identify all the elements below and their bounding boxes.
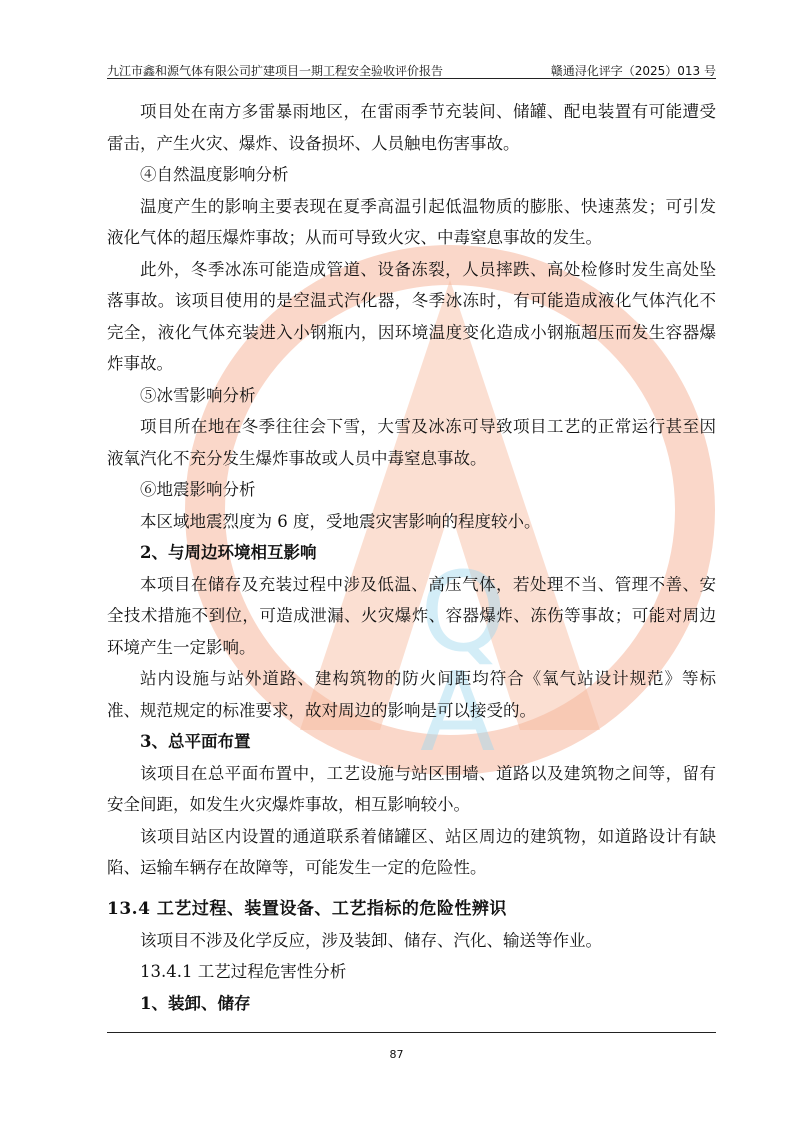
- page-number: 87: [389, 1048, 404, 1061]
- header-report-title: 九江市鑫和源气体有限公司扩建项目一期工程安全验收评价报告: [107, 64, 444, 78]
- page-header: [107, 62, 716, 79]
- paragraph: 该项目站区内设置的通道联系着储罐区、站区周边的建筑物，如道路设计有缺陷、运输车辆存在故障等，可能发生一定的危险性。: [107, 826, 716, 877]
- svg-text:A: A: [420, 648, 496, 776]
- paragraph: 13.4.1 工艺过程危害性分析: [140, 962, 347, 981]
- paragraph: ⑥地震影响分析: [140, 480, 256, 499]
- subsection-heading: 2、与周边环境相互影响: [140, 543, 317, 562]
- paragraph: 本区域地震烈度为 6 度，受地震灾害影响的程度较小。: [140, 511, 541, 531]
- svg-text:Q: Q: [420, 548, 507, 676]
- paragraph: 本项目在储存及充装过程中涉及低温、高压气体，若处理不当、管理不善、安全技术措施不到位，可造成泄漏、火灾爆炸、容器爆炸、冻伤等事故；可能对周边环境产生一定影响。: [107, 574, 716, 657]
- footer-divider: [107, 1032, 716, 1033]
- paragraph: 站内设施与站外道路、建构筑物的防火间距均符合《氧气站设计规范》等标准、规范规定的标准要求，故对周边的影响是可以接受的。: [107, 669, 716, 720]
- header-document-number: 赣通浔化评字（2025）013 号: [550, 64, 716, 78]
- subsection-heading: 1、装卸、储存: [140, 993, 251, 1013]
- subsection-heading: 3、总平面布置: [140, 732, 251, 751]
- paragraph: ⑤冰雪影响分析: [140, 385, 256, 405]
- document-body: [107, 96, 716, 1019]
- paragraph: 温度产生的影响主要表现在夏季高温引起低温物质的膨胀、快速蒸发；可引发液化气体的超压爆炸事故；从而可导致火灾、中毒窒息事故的发生。: [107, 196, 716, 247]
- paragraph: 该项目不涉及化学反应，涉及装卸、储存、汽化、输送等作业。: [140, 930, 602, 950]
- paragraph: 项目所在地在冬季往往会下雪，大雪及冰冻可导致项目工艺的正常运行甚至因液氧汽化不充分发生爆炸事故或人员中毒窒息事故。: [107, 417, 716, 468]
- paragraph: 项目处在南方多雷暴雨地区，在雷雨季节充装间、储罐、配电装置有可能遭受雷击，产生火灾、爆炸、设备损坏、人员触电伤害事故。: [107, 102, 716, 153]
- section-heading: 13.4 工艺过程、装置设备、工艺指标的危险性辨识: [107, 898, 507, 919]
- paragraph: ④自然温度影响分析: [140, 165, 289, 184]
- paragraph: 该项目在总平面布置中，工艺设施与站区围墙、道路以及建筑物之间等，留有安全间距，如发生火灾爆炸事故，相互影响较小。: [107, 763, 716, 814]
- paragraph: 此外，冬季冰冻可能造成管道、设备冻裂，人员摔跌、高处检修时发生高处坠落事故。该项目使用的是空温式汽化器，冬季冰冻时，有可能造成液化气体汽化不完全，液化气体充装进入小钢瓶内，因环境温度变化造成小钢瓶超压而发生容器爆炸事故。: [107, 259, 716, 373]
